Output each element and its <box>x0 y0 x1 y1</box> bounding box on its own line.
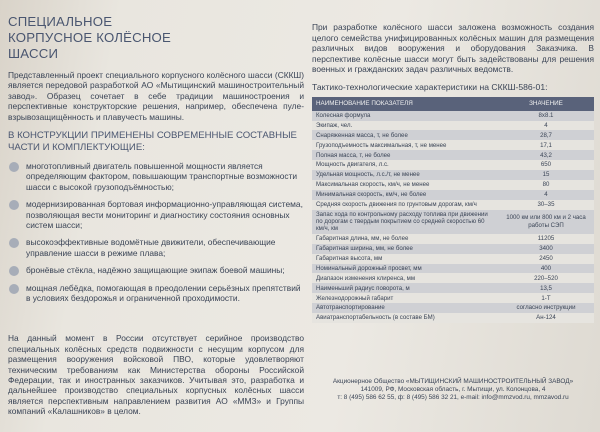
list-item-text: бронёвые стёкла, надёжно защищающие экипаж боевой машины; <box>26 265 285 276</box>
spec-value: Ан-124 <box>498 313 594 323</box>
table-row <box>312 190 594 200</box>
bullet-icon <box>9 162 19 172</box>
spec-value: 400 <box>498 264 594 274</box>
list-item-text: многотопливный двигатель повышенной мощности является определяющим фактором, повышающим транспортные возможности шасси с высокой грузоподъёмностью; <box>26 161 298 192</box>
spec-value: 17,1 <box>498 140 594 150</box>
spec-name: Запас хода по контрольному расходу топлива при движении по дорогам с твердым покрытием со средней скоростью 60 км/ч, км <box>312 210 498 234</box>
spec-name: Грузоподъемность максимальная, т, не менее <box>312 140 498 150</box>
title-line: СПЕЦИАЛЬНОЕ <box>8 14 113 29</box>
spec-name: Минимальная скорость, км/ч, не более <box>312 190 498 200</box>
company-footer <box>312 378 594 403</box>
table-row <box>312 200 594 210</box>
title-line: КОРПУСНОЕ КОЛЁСНОЕ <box>8 30 172 45</box>
table-row <box>312 293 594 303</box>
spec-value: согласно инструкции <box>498 303 594 313</box>
intro-paragraph: Представленный проект специального корпусного колёсного шасси (СККШ) является передовой разработкой АО «Мытищинский машиностроительный завод». Образец сочетает в себе традиции машиностроения и перспективные конструкторские решения, например, обеспечена пуле- взрывозащищённость и плавучесть машины. <box>8 70 304 122</box>
spec-name: Габаритная ширина, мм, не более <box>312 244 498 254</box>
table-row <box>312 283 594 293</box>
bullet-icon <box>9 200 19 210</box>
table-row <box>312 130 594 140</box>
spec-value: 2450 <box>498 254 594 264</box>
right-column <box>312 14 594 323</box>
table-row <box>312 150 594 160</box>
footer-line: 141009, РФ, Московская область, г. Мытищи, ул. Колонцова, 4 <box>360 386 546 394</box>
table-row <box>312 140 594 150</box>
spec-value: 3400 <box>498 244 594 254</box>
table-row <box>312 210 594 234</box>
footer-line: Акционерное Общество «МЫТИЩИНСКИЙ МАШИНОСТРОИТЕЛЬНЫЙ ЗАВОД» <box>332 378 574 385</box>
table-row <box>312 170 594 180</box>
spec-value: 1000 км или 800 км и 2 часа работы СЭП <box>498 210 594 234</box>
specs-table-body <box>312 111 594 323</box>
spec-value: 13,5 <box>498 283 594 293</box>
table-row <box>312 303 594 313</box>
spec-value: 28,7 <box>498 130 594 140</box>
footer-line: т: 8 (495) 586 62 55, ф: 8 (495) 586 32 21, e-mail: info@mmzvod.ru, mmzavod.ru <box>337 394 569 402</box>
spec-name: Габаритная длина, мм, не более <box>312 234 498 244</box>
spec-value: 650 <box>498 160 594 170</box>
spec-value: 4 <box>498 121 594 131</box>
spec-name: Удельная мощность, л.с./т, не менее <box>312 170 498 180</box>
specs-table <box>312 97 594 322</box>
table-row <box>312 234 594 244</box>
spec-name: Наименьший радиус поворота, м <box>312 283 498 293</box>
spec-name: Автотранспортирование <box>312 303 498 313</box>
spec-value: 15 <box>498 170 594 180</box>
spec-name: Габаритная высота, мм <box>312 254 498 264</box>
list-item-text: высокоэффективные водомётные движители, обеспечивающие управление шасси в режиме плава; <box>26 237 276 258</box>
page-title <box>8 14 304 62</box>
list-item <box>8 237 304 258</box>
spec-name: Максимальная скорость, км/ч, не менее <box>312 180 498 190</box>
spec-value: 43,2 <box>498 150 594 160</box>
header-name: НАИМЕНОВАНИЕ ПОКАЗАТЕЛЯ <box>312 97 498 110</box>
title-line: ШАССИ <box>8 46 59 61</box>
spec-value: 4 <box>498 190 594 200</box>
list-item <box>8 161 304 192</box>
spec-value: 220–520 <box>498 273 594 283</box>
spec-name: Экипаж, чел. <box>312 121 498 131</box>
spec-name: Железнодорожный габарит <box>312 293 498 303</box>
left-column <box>8 14 304 311</box>
bullet-icon <box>9 266 19 276</box>
spec-name: Колесная формула <box>312 111 498 121</box>
header-value: ЗНАЧЕНИЕ <box>498 97 594 110</box>
table-title: Тактико-технологические характеристики на СККШ-586-01: <box>312 82 548 93</box>
table-row <box>312 254 594 264</box>
spec-name: Средняя скорость движения по грунтовым дорогам, км/ч <box>312 200 498 210</box>
spec-name: Авиатранспортабельность (в составе БМ) <box>312 313 498 323</box>
spec-value: 8х8.1 <box>498 111 594 121</box>
list-item-text: модернизированная бортовая информационно-управляющая система, позволяющая вести мониторинг и диагностику состояния основных систем шасси; <box>26 199 303 231</box>
components-heading: В КОНСТРУКЦИИ ПРИМЕНЕНЫ СОВРЕМЕННЫЕ СОСТАВНЫЕ ЧАСТИ И КОМПЛЕКТУЮЩИЕ: <box>8 130 297 154</box>
table-header-row <box>312 97 594 110</box>
table-row <box>312 244 594 254</box>
list-item <box>8 265 304 275</box>
table-row <box>312 180 594 190</box>
table-row <box>312 264 594 274</box>
table-row <box>312 111 594 121</box>
closing-paragraph: На данный момент в России отсутствует серийное производство специальных колёсных средств подвижности с несущим корпусом для размещения вооружения войсковой ПВО, которые удовлетворяют техническим требованиям как Министерства обороны Российской Федерации, так и иностранных заказчиков. Учитывая это, разработка и дальнейшее производство специальных корпусных колёсных шасси является перспективным направлением развития АО «ММЗ» и Группы компаний «Калашников» в целом. <box>8 333 304 417</box>
right-intro-paragraph: При разработке колёсного шасси заложена возможность создания целого семейства унифицированных колёсных машин для размещения различных видов вооружения и оборудования Заказчика. В перспективе колёсные шасси могут быть задействованы для решения военных и гражданских задач различных ведомств. <box>312 22 594 75</box>
spec-name: Мощность двигателя, л.с. <box>312 160 498 170</box>
spec-value: 1-Т <box>498 293 594 303</box>
spec-name: Снаряженная масса, т, не более <box>312 130 498 140</box>
spec-name: Номинальный дорожный просвет, мм <box>312 264 498 274</box>
spec-value: 11205 <box>498 234 594 244</box>
list-item <box>8 199 304 230</box>
list-item-text: мощная лебёдка, помогающая в преодолении серьёзных препятствий в условиях бездорожья и ограниченной проходимости. <box>26 282 301 304</box>
table-row <box>312 160 594 170</box>
spec-name: Диапазон изменения клиренса, мм <box>312 273 498 283</box>
spec-value: 30–35 <box>498 200 594 210</box>
table-row <box>312 121 594 131</box>
spec-name: Полная масса, т, не более <box>312 150 498 160</box>
table-row <box>312 273 594 283</box>
table-row <box>312 313 594 323</box>
bullet-icon <box>9 238 19 248</box>
spec-value: 80 <box>498 180 594 190</box>
list-item <box>8 283 304 304</box>
bullet-icon <box>9 284 19 294</box>
